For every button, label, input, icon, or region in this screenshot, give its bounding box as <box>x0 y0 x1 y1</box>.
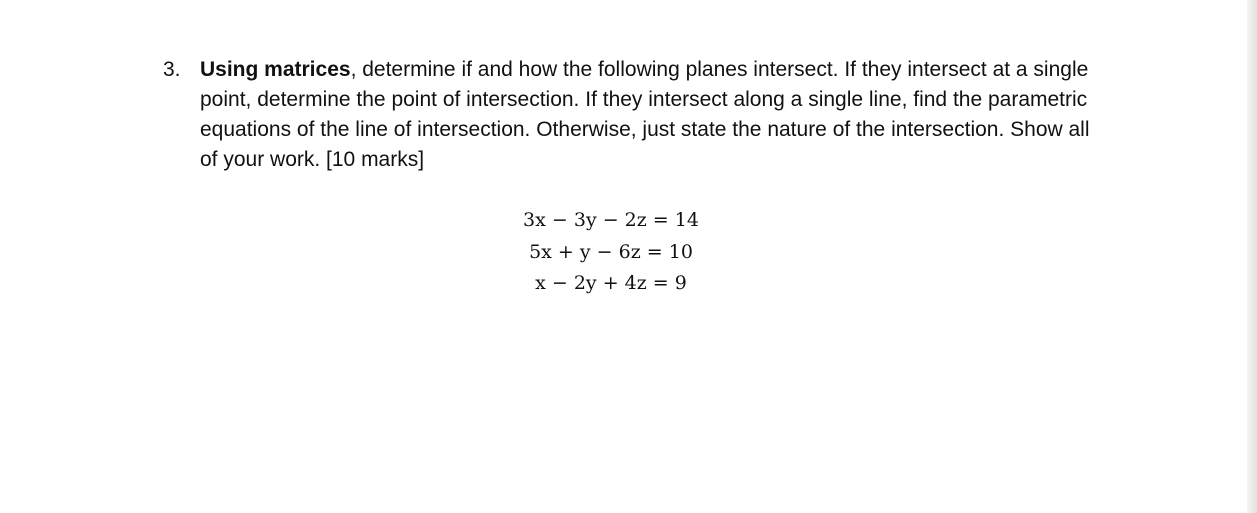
equation-system <box>480 205 742 300</box>
equation-2: 5x + y − 6z = 10 <box>529 240 693 263</box>
question-text <box>200 55 1098 175</box>
equation-1: 3x − 3y − 2z = 14 <box>523 209 699 231</box>
page-edge-shadow <box>1247 0 1257 513</box>
question-3 <box>163 55 1098 175</box>
question-body-text: , determine if and how the following planes intersect. If they intersect at a single point, determine the point of intersection. If they intersect along a single line, find the parametric equations of the line of intersection. Otherwise, just state the nature of the intersection. Show all of your work. [10 marks] <box>200 58 1090 171</box>
question-bold-lead: Using matrices <box>200 58 351 81</box>
question-number: 3. <box>163 58 181 81</box>
equation-3: x − 2y + 4z = 9 <box>535 272 687 294</box>
